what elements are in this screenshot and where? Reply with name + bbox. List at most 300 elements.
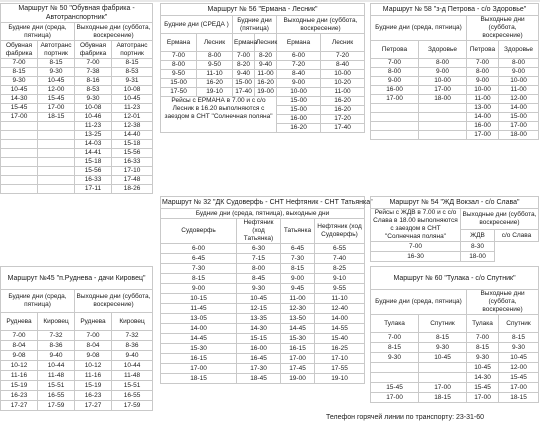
time-cell: 8-04: [1, 341, 38, 351]
time-cell: 17-00: [419, 86, 467, 95]
time-cell: 8-20: [255, 52, 277, 61]
time-cell: 8-15: [112, 59, 153, 68]
time-cell: 9-50: [161, 70, 197, 79]
table-row: [161, 88, 365, 97]
time-cell: 14-41: [75, 149, 112, 158]
time-cell: 15-56: [75, 167, 112, 176]
time-cell: 14-03: [75, 140, 112, 149]
time-cell: 10-45: [499, 353, 539, 363]
time-cell: 17-00: [467, 131, 499, 140]
time-cell: 13-00: [467, 104, 499, 113]
table-row: [371, 393, 539, 403]
r32-column-header: Нефтяник (ход Судоверфь): [315, 219, 365, 244]
r32-column-header: Татьянка: [281, 219, 315, 244]
r56-column-header: Ермана: [277, 34, 321, 52]
time-cell: 8-15: [1, 68, 38, 77]
time-cell: 19-10: [315, 374, 365, 384]
time-cell: 8-15: [38, 59, 75, 68]
time-cell: [38, 158, 75, 167]
table-row: [1, 381, 153, 391]
time-cell: [38, 167, 75, 176]
time-cell: 10-45: [237, 294, 281, 304]
table-row: [1, 167, 153, 176]
table-row: [1, 77, 153, 86]
time-cell: [1, 131, 38, 140]
table-row: [1, 351, 153, 361]
time-cell: 15-18: [75, 158, 112, 167]
time-cell: 8-00: [161, 61, 197, 70]
time-cell: 8-30: [461, 242, 495, 252]
table-row: [1, 149, 153, 158]
route-54-note: Рейсы с ЖДВ в 7.00 и с с/о Слава в 18.00 выполняются с заездом в СНТ "Солнечная поляна": [371, 209, 461, 242]
route-58-columns: [371, 41, 539, 59]
time-cell: 16-55: [112, 391, 153, 401]
time-cell: 12-00: [499, 95, 539, 104]
time-cell: [419, 122, 467, 131]
route-60-weekdays: Будние дни (среда, пятница): [371, 290, 467, 315]
r32-column-header: Судоверфь: [161, 219, 237, 244]
time-cell: 9-30: [419, 343, 467, 353]
table-row: [371, 77, 539, 86]
time-cell: 10-12: [1, 361, 38, 371]
time-cell: 10-00: [467, 86, 499, 95]
time-cell: 16-15: [281, 344, 315, 354]
time-cell: 14-30: [1, 95, 38, 104]
time-cell: 15-45: [499, 373, 539, 383]
time-cell: 17-20: [321, 115, 365, 124]
time-cell: 9-55: [315, 284, 365, 294]
time-cell: 7-00: [233, 52, 255, 61]
r58-column-header: Петрова: [371, 41, 419, 59]
route-50-columns: [1, 41, 153, 59]
time-cell: 7-15: [237, 254, 281, 264]
time-cell: 15-19: [75, 381, 112, 391]
time-cell: 9-30: [371, 353, 419, 363]
table-row: [371, 113, 539, 122]
time-cell: 9-00: [277, 79, 321, 88]
time-cell: 17-11: [75, 185, 112, 194]
route-56-title: Маршрут № 56 "Ермана - Лесник": [161, 4, 365, 16]
time-cell: 15-19: [1, 381, 38, 391]
time-cell: 7-00: [467, 59, 499, 68]
time-cell: 16-00: [371, 86, 419, 95]
table-row: [371, 242, 539, 252]
time-cell: 18-00: [461, 252, 495, 262]
time-cell: 10-08: [75, 104, 112, 113]
time-cell: 16-20: [321, 97, 365, 106]
time-cell: 10-12: [75, 361, 112, 371]
table-row: [371, 353, 539, 363]
table-row: [161, 52, 365, 61]
time-cell: 15-40: [315, 334, 365, 344]
time-cell: [1, 167, 38, 176]
time-cell: 8-15: [371, 343, 419, 353]
time-cell: 7-00: [75, 331, 112, 341]
time-cell: 17-48: [112, 176, 153, 185]
route-56-table: [160, 3, 365, 133]
route-58-weekends: Выходные дни (суббота, воскресение): [467, 16, 539, 41]
time-cell: 9-30: [467, 353, 499, 363]
route-60-columns: [371, 315, 539, 333]
time-cell: 18-45: [237, 374, 281, 384]
r60-column-header: Тулака: [467, 315, 499, 333]
time-cell: 15-51: [38, 381, 75, 391]
time-cell: 18-00: [419, 95, 467, 104]
time-cell: 12-38: [112, 122, 153, 131]
table-row: [1, 86, 153, 95]
route-50-table: [0, 3, 153, 194]
time-cell: [1, 158, 38, 167]
time-cell: 9-08: [1, 351, 38, 361]
table-row: [371, 373, 539, 383]
time-cell: 9-00: [371, 77, 419, 86]
route-32-columns: [161, 219, 365, 244]
time-cell: 10-15: [161, 294, 237, 304]
time-cell: 18-15: [419, 393, 467, 403]
route-32-title: Маршрут № 32 "ДК Судоверфь - СНТ Нефтяник - СНТ Татьянка": [161, 197, 365, 209]
time-cell: 14-45: [281, 324, 315, 334]
time-cell: [1, 122, 38, 131]
time-cell: 10-00: [499, 77, 539, 86]
time-cell: 17-27: [1, 401, 38, 411]
time-cell: 11-00: [281, 294, 315, 304]
time-cell: 17-59: [112, 401, 153, 411]
time-cell: 11-00: [321, 88, 365, 97]
time-cell: 12-40: [315, 304, 365, 314]
route-45-weekdays: Будние дни (среда, пятница): [1, 290, 75, 313]
route-56-weekends: Выходные дни (суббота, воскресение): [277, 16, 365, 34]
time-cell: 15-00: [277, 97, 321, 106]
time-cell: 11-23: [75, 122, 112, 131]
route-58-weekdays: Будние дни (среда, пятница): [371, 16, 467, 41]
table-row: [161, 304, 365, 314]
route-56-weekdays-friday: Будние дни (пятница): [233, 16, 277, 34]
top-edge: [0, 0, 540, 2]
time-cell: 15-45: [38, 95, 75, 104]
r50-column-header: Автотранс портник: [112, 41, 153, 59]
route-54-weekends: Выходные дни (суббота, воскресение): [461, 209, 539, 230]
time-cell: 9-40: [233, 70, 255, 79]
time-cell: 14-00: [499, 104, 539, 113]
time-cell: [371, 373, 419, 383]
route-54-title: Маршрут № 54 "ЖД Вокзал - с/о Слава": [371, 197, 539, 209]
route-56-columns: [161, 34, 365, 52]
r56-column-header: Лесник: [255, 34, 277, 52]
time-cell: [419, 113, 467, 122]
time-cell: 14-30: [467, 373, 499, 383]
time-cell: 17-00: [161, 364, 237, 374]
time-cell: 17-10: [315, 354, 365, 364]
r45-column-header: Кировец: [38, 313, 75, 331]
time-cell: 14-40: [112, 131, 153, 140]
time-cell: 8-00: [419, 59, 467, 68]
time-cell: 13-05: [161, 314, 237, 324]
time-cell: 9-00: [281, 274, 315, 284]
time-cell: [419, 373, 467, 383]
time-cell: 10-08: [112, 86, 153, 95]
time-cell: 11-10: [197, 70, 233, 79]
time-cell: 8-20: [233, 61, 255, 70]
route-58-title: Маршрут № 58 "з-д Петрова - с/о Здоровье": [371, 4, 539, 16]
time-cell: 10-46: [75, 113, 112, 122]
time-cell: 16-20: [255, 79, 277, 88]
table-row: [371, 104, 539, 113]
time-cell: 11-10: [315, 294, 365, 304]
time-cell: 13-35: [237, 314, 281, 324]
time-cell: 9-00: [467, 77, 499, 86]
time-cell: 15-00: [161, 79, 197, 88]
table-row: [1, 176, 153, 185]
time-cell: 8-00: [237, 264, 281, 274]
table-row: [371, 252, 539, 262]
time-cell: 16-33: [112, 158, 153, 167]
r58-column-header: Здоровье: [419, 41, 467, 59]
time-cell: 19-10: [197, 88, 233, 97]
table-row: [1, 341, 153, 351]
time-cell: 16-20: [277, 124, 321, 133]
time-cell: 9-08: [75, 351, 112, 361]
time-cell: 17-00: [419, 383, 467, 393]
time-cell: [38, 140, 75, 149]
time-cell: 16-20: [321, 106, 365, 115]
time-cell: 17-55: [315, 364, 365, 374]
time-cell: 11-00: [255, 70, 277, 79]
time-cell: 9-30: [1, 77, 38, 86]
time-cell: 15-45: [371, 383, 419, 393]
table-row: [1, 331, 153, 341]
time-cell: 17-45: [281, 364, 315, 374]
time-cell: 16-23: [1, 391, 38, 401]
route-45-weekends: Выходные дни (суббота, воскресение): [75, 290, 153, 313]
time-cell: 15-30: [161, 344, 237, 354]
table-row: [1, 122, 153, 131]
time-cell: 18-26: [112, 185, 153, 194]
table-row: [371, 59, 539, 68]
time-cell: [38, 131, 75, 140]
time-cell: 12-30: [281, 304, 315, 314]
time-cell: 15-18: [112, 140, 153, 149]
time-cell: 6-55: [315, 244, 365, 254]
time-cell: 18-15: [161, 374, 237, 384]
route-60-table: [370, 266, 539, 403]
time-cell: 8-15: [467, 343, 499, 353]
time-cell: [419, 131, 467, 140]
time-cell: 8-00: [499, 59, 539, 68]
time-cell: 17-50: [161, 88, 197, 97]
table-row: [161, 354, 365, 364]
time-cell: [38, 149, 75, 158]
time-cell: [371, 122, 419, 131]
time-cell: 6-45: [281, 244, 315, 254]
table-row: [1, 185, 153, 194]
time-cell: 9-30: [75, 95, 112, 104]
time-cell: 15-00: [233, 79, 255, 88]
time-cell: 14-30: [237, 324, 281, 334]
time-cell: 17-59: [38, 401, 75, 411]
table-row: [1, 113, 153, 122]
table-row: [161, 274, 365, 284]
table-row: [161, 364, 365, 374]
r60-column-header: Спутник: [419, 315, 467, 333]
time-cell: 15-30: [281, 334, 315, 344]
time-cell: 10-20: [321, 79, 365, 88]
time-cell: 8-36: [112, 341, 153, 351]
time-cell: 16-15: [161, 354, 237, 364]
time-cell: 10-45: [38, 77, 75, 86]
table-row: [371, 68, 539, 77]
time-cell: 14-45: [161, 334, 237, 344]
time-cell: 8-00: [467, 68, 499, 77]
r56-column-header: Лесник: [321, 34, 365, 52]
time-cell: 16-55: [38, 391, 75, 401]
time-cell: 8-00: [197, 52, 233, 61]
r58-column-header: Здоровье: [499, 41, 539, 59]
time-cell: [371, 104, 419, 113]
table-row: [371, 86, 539, 95]
time-cell: 14-00: [161, 324, 237, 334]
time-cell: 10-00: [321, 70, 365, 79]
table-row: [1, 59, 153, 68]
time-cell: [38, 185, 75, 194]
time-cell: 18-15: [38, 113, 75, 122]
time-cell: 8-15: [499, 333, 539, 343]
table-row: [161, 344, 365, 354]
r50-column-header: Обувная фабрика: [75, 41, 112, 59]
time-cell: 17-40: [233, 88, 255, 97]
time-cell: 15-56: [112, 149, 153, 158]
table-row: [1, 371, 153, 381]
time-cell: 9-10: [315, 274, 365, 284]
time-cell: [371, 363, 419, 373]
time-cell: 12-00: [38, 86, 75, 95]
table-row: [371, 95, 539, 104]
time-cell: 13-50: [281, 314, 315, 324]
table-row: [161, 324, 365, 334]
time-cell: 13-25: [75, 131, 112, 140]
table-row: [161, 314, 365, 324]
route-60-title: Маршрут № 60 "Тулака - с/о Спутник": [371, 267, 539, 290]
time-cell: 6-00: [277, 52, 321, 61]
time-cell: 16-00: [237, 344, 281, 354]
time-cell: 8-15: [161, 274, 237, 284]
time-cell: 8-15: [419, 333, 467, 343]
time-cell: 17-30: [237, 364, 281, 374]
time-cell: 8-25: [315, 264, 365, 274]
time-cell: 7-00: [161, 52, 197, 61]
table-row: [1, 140, 153, 149]
time-cell: [419, 104, 467, 113]
time-cell: 8-53: [112, 68, 153, 77]
time-cell: 7-20: [321, 52, 365, 61]
r54-column-header: с/о Слава: [495, 230, 539, 242]
time-cell: 9-45: [281, 284, 315, 294]
table-row: [161, 254, 365, 264]
r32-column-header: Нефтяник (ход Татьянка): [237, 219, 281, 244]
table-row: [1, 104, 153, 113]
r54-column-header: ЖДВ: [461, 230, 495, 242]
time-cell: 10-00: [419, 77, 467, 86]
time-cell: 7-00: [371, 333, 419, 343]
time-cell: 18-15: [499, 393, 539, 403]
time-cell: 9-00: [161, 284, 237, 294]
time-cell: 17-00: [499, 383, 539, 393]
time-cell: 15-45: [467, 383, 499, 393]
time-cell: [1, 149, 38, 158]
time-cell: 10-44: [112, 361, 153, 371]
time-cell: 15-00: [277, 106, 321, 115]
time-cell: 10-44: [38, 361, 75, 371]
time-cell: 17-00: [499, 122, 539, 131]
time-cell: 7-00: [1, 59, 38, 68]
time-cell: 10-45: [1, 86, 38, 95]
time-cell: 16-00: [467, 122, 499, 131]
table-row: [371, 131, 539, 140]
time-cell: 15-00: [499, 113, 539, 122]
time-cell: 14-55: [315, 324, 365, 334]
time-cell: 17-00: [371, 393, 419, 403]
time-cell: 16-33: [75, 176, 112, 185]
route-60-weekends: Выходные дни (суббота, воскресение): [467, 290, 539, 315]
route-32-weekdays: Будние дни (среда, пятница), выходные дни: [161, 209, 365, 219]
time-cell: 8-40: [277, 70, 321, 79]
time-cell: 9-31: [112, 77, 153, 86]
r50-column-header: Обувная фабрика: [1, 41, 38, 59]
r58-column-header: Петрова: [467, 41, 499, 59]
table-row: [161, 61, 365, 70]
table-row: [161, 284, 365, 294]
table-row: [371, 122, 539, 131]
time-cell: 12-15: [237, 304, 281, 314]
time-cell: 18-00: [499, 131, 539, 140]
time-cell: 17-00: [281, 354, 315, 364]
time-cell: 6-30: [237, 244, 281, 254]
time-cell: 9-30: [38, 68, 75, 77]
time-cell: 11-23: [112, 104, 153, 113]
table-row: [161, 264, 365, 274]
route-58-table: [370, 3, 539, 140]
table-row: [161, 294, 365, 304]
time-cell: 10-45: [112, 95, 153, 104]
r56-column-header: Лесник: [197, 34, 233, 52]
time-cell: [38, 176, 75, 185]
r45-column-header: Руднева: [75, 313, 112, 331]
r56-column-header: Ермана: [233, 34, 255, 52]
table-row: [371, 333, 539, 343]
time-cell: [1, 185, 38, 194]
time-cell: 10-45: [419, 353, 467, 363]
time-cell: 7-20: [277, 61, 321, 70]
route-50-title: Маршрут № 50 "Обувная фабрика - Автотранспортник": [1, 4, 153, 23]
table-row: [1, 158, 153, 167]
table-row: [1, 95, 153, 104]
time-cell: 17-00: [38, 104, 75, 113]
time-cell: 7-00: [371, 242, 461, 252]
time-cell: [371, 131, 419, 140]
time-cell: 8-53: [75, 86, 112, 95]
time-cell: 7-00: [1, 331, 38, 341]
time-cell: 8-00: [371, 68, 419, 77]
time-cell: 16-23: [75, 391, 112, 401]
route-32-table: [160, 196, 373, 384]
r50-column-header: Автотранс портник: [38, 41, 75, 59]
time-cell: 17-10: [112, 167, 153, 176]
time-cell: 9-30: [237, 284, 281, 294]
time-cell: 11-00: [467, 95, 499, 104]
table-row: [161, 244, 365, 254]
time-cell: 11-16: [75, 371, 112, 381]
time-cell: 14-00: [467, 113, 499, 122]
time-cell: 7-40: [315, 254, 365, 264]
